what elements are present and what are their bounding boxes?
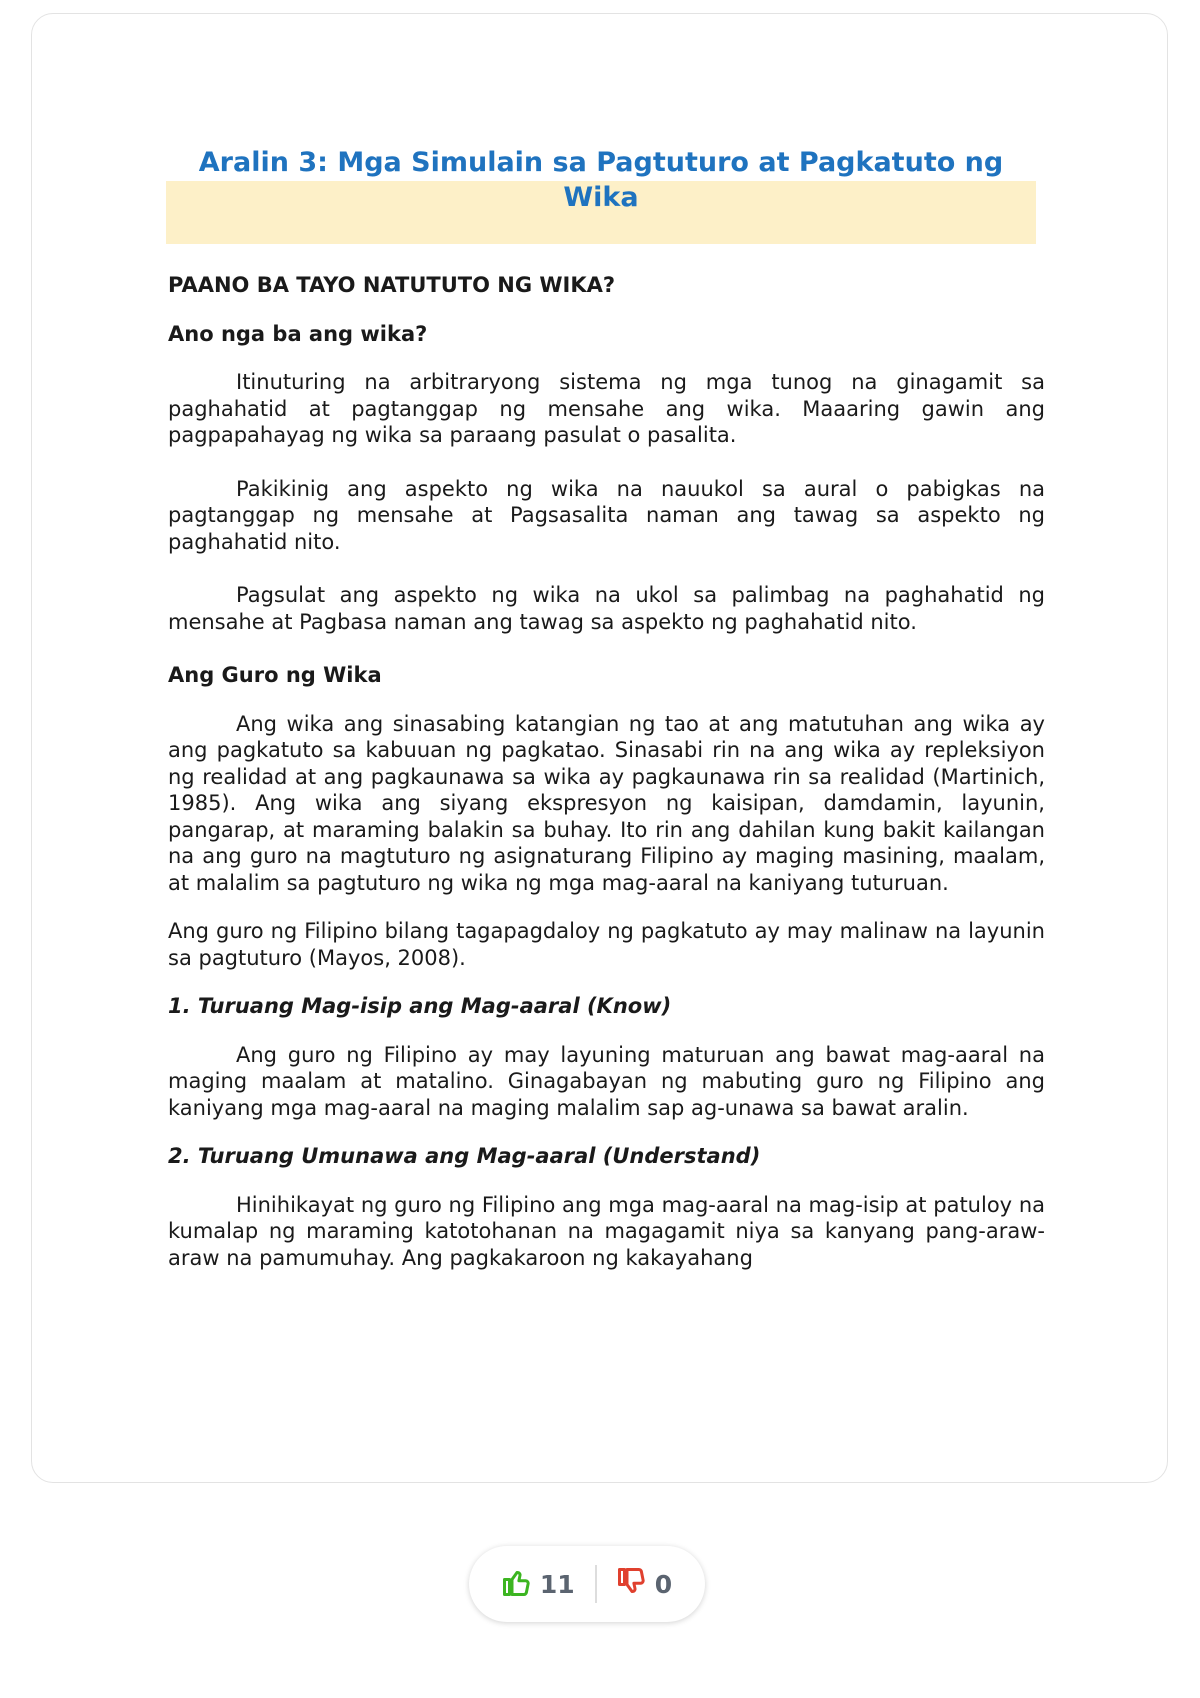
paragraph: Ang guro ng Filipino bilang tagapagdaloy ng pagkatuto ay may malinaw na layunin sa pagtuturo (Mayos, 2008). xyxy=(168,919,1045,970)
paragraph: Pakikinig ang aspekto ng wika na nauukol sa aural o pabigkas na pagtanggap ng mensahe at Pagsasalita naman ang tawag sa aspekto ng paghahatid nito. xyxy=(168,476,1045,554)
paragraph: Ang wika ang sinasabing katangian ng tao at ang matutuhan ang wika ay ang pagkatuto sa kabuuan ng pagkatao. Sinasabi rin na ang wika ay repleksiyon ng realidad at ang pagkaunawa sa wika ay pagkaunawa rin sa realidad (Martinich, 1985). Ang wika ang siyang ekspresyon ng kaisipan, damdamin, layunin, pangarap, at maraming balakin sa buhay. Ito rin ang dahilan kung bakit kailangan na ang guro na magtuturo ng asignaturang Filipino ay maging masining, maalam, at malalim sa pagtuturo ng wika ng mga mag-aaral na kaniyang tuturuan. xyxy=(168,711,1045,895)
section-heading-main: PAANO BA TAYO NATUTUTO NG WIKA? xyxy=(168,273,616,297)
thumbs-up-icon xyxy=(502,1567,532,1601)
page-title: Aralin 3: Mga Simulain sa Pagtuturo at Pagkatuto ng Wika xyxy=(198,147,1004,213)
section-heading-know: 1. Turuang Mag-isip ang Mag-aaral (Know) xyxy=(168,994,672,1018)
paragraph: Pagsulat ang aspekto ng wika na ukol sa palimbag na paghahatid ng mensahe at Pagbasa naman ang tawag sa aspekto ng paghahatid nito. xyxy=(168,583,1045,634)
paragraph: Hinihikayat ng guro ng Filipino ang mga mag-aaral na mag-isip at patuloy na kumalap ng maraming katotohanan na magagamit niya sa kanyang pang-araw-araw na pamumuhay. Ang pagkakaroon ng kakayahang xyxy=(168,1192,1045,1270)
like-button[interactable] xyxy=(502,1567,575,1601)
paragraph: Itinuturing na arbitraryong sistema ng mga tunog na ginagamit sa paghahatid at pagtanggap ng mensahe ang wika. Maaaring gawin ang pagpapahayag ng wika sa paraang pasulat o pasalita. xyxy=(168,370,1045,447)
section-heading-guro: Ang Guro ng Wika xyxy=(168,663,382,687)
dislike-count: 0 xyxy=(654,1569,673,1599)
paragraph: Ang guro ng Filipino ay may layuning maturuan ang bawat mag-aaral na maging maalam at matalino. Ginagabayan ng mabuting guro ng Filipino ang kaniyang mga mag-aaral na maging malalim sap ag-unawa sa bawat aralin. xyxy=(168,1042,1045,1120)
section-heading-understand: 2. Turuang Umunawa ang Mag-aaral (Understand) xyxy=(168,1144,761,1168)
section-heading-wika: Ano nga ba ang wika? xyxy=(168,321,428,346)
thumbs-down-icon xyxy=(617,1567,647,1601)
reaction-bar xyxy=(469,1546,705,1622)
document-body xyxy=(168,272,1045,1271)
reaction-divider xyxy=(595,1565,597,1603)
like-count: 11 xyxy=(539,1569,575,1599)
dislike-button[interactable] xyxy=(617,1567,672,1601)
